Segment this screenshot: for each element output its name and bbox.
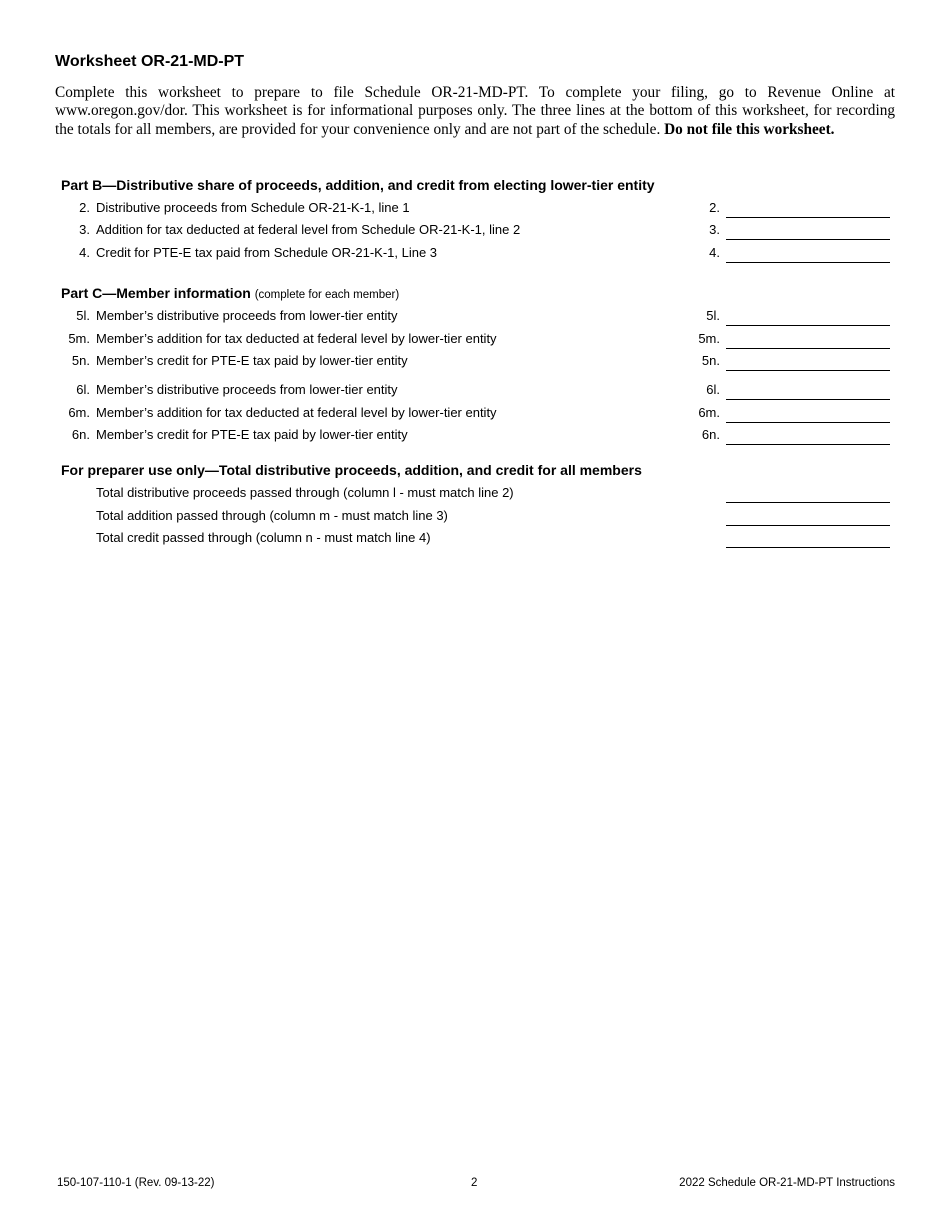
part-c-subtitle: (complete for each member) (254, 289, 400, 301)
form-line-6n (0, 427, 950, 447)
entry-field-line-6m[interactable] (726, 422, 890, 423)
line-reference: 6l. (706, 382, 720, 397)
form-line-5m (0, 331, 950, 351)
entry-field-total-addition[interactable] (726, 525, 890, 526)
entry-field-line-2[interactable] (726, 217, 890, 218)
line-reference: 6m. (698, 405, 720, 420)
line-description: Total distributive proceeds passed through (column l - must match line 2) (96, 485, 514, 500)
part-b-heading: Part B—Distributive share of proceeds, addition, and credit from electing lower-tier entity (61, 177, 655, 193)
entry-field-line-6l[interactable] (726, 399, 890, 400)
entry-field-line-6n[interactable] (726, 444, 890, 445)
line-description: Member’s addition for tax deducted at federal level by lower-tier entity (96, 405, 497, 420)
intro-paragraph (55, 84, 895, 139)
total-credit-row (0, 530, 950, 550)
line-description: Member’s distributive proceeds from lower-tier entity (96, 308, 398, 323)
line-description: Member’s distributive proceeds from lower-tier entity (96, 382, 398, 397)
form-line-6m (0, 405, 950, 425)
entry-field-line-5m[interactable] (726, 348, 890, 349)
line-reference: 2. (709, 200, 720, 215)
footer-form-id: 150-107-110-1 (Rev. 09-13-22) (57, 1177, 215, 1189)
line-reference: 5l. (706, 308, 720, 323)
footer-doc-title: 2022 Schedule OR-21-MD-PT Instructions (679, 1177, 895, 1189)
line-number: 2. (79, 200, 90, 215)
entry-field-total-proceeds[interactable] (726, 502, 890, 503)
entry-field-line-3[interactable] (726, 239, 890, 240)
form-line-4 (0, 245, 950, 265)
line-reference: 4. (709, 245, 720, 260)
form-line-5n (0, 353, 950, 373)
total-proceeds-row (0, 485, 950, 505)
intro-text: Complete this worksheet to prepare to file Schedule OR-21-MD-PT. To complete your filing, go to Revenue Online at www.oregon.gov/dor. This worksheet is for informational purposes only. The three lines at the bottom of this worksheet, for recording the totals for all members, are provided for your convenience only and are not part of the schedule. (55, 84, 895, 138)
part-c-title: Part C—Member information (61, 285, 251, 301)
line-description: Member’s credit for PTE-E tax paid by lower-tier entity (96, 353, 408, 368)
line-number: 5n. (71, 353, 90, 368)
entry-field-line-5l[interactable] (726, 325, 890, 326)
intro-warning: Do not file this worksheet. (664, 120, 835, 138)
line-description: Member’s credit for PTE-E tax paid by lower-tier entity (96, 427, 408, 442)
line-number: 6m. (68, 405, 90, 420)
line-number: 6n. (71, 427, 90, 442)
total-addition-row (0, 508, 950, 528)
line-description: Total credit passed through (column n - must match line 4) (96, 530, 431, 545)
line-description: Addition for tax deducted at federal level from Schedule OR-21-K-1, line 2 (96, 222, 521, 237)
line-description: Credit for PTE-E tax paid from Schedule OR-21-K-1, Line 3 (96, 245, 438, 260)
page-title: Worksheet OR-21-MD-PT (55, 53, 245, 70)
form-line-6l (0, 382, 950, 402)
line-description: Member’s addition for tax deducted at federal level by lower-tier entity (96, 331, 497, 346)
entry-field-line-5n[interactable] (726, 370, 890, 371)
part-c-heading (61, 285, 399, 301)
line-number: 5m. (68, 331, 90, 346)
line-reference: 3. (709, 222, 720, 237)
line-number: 3. (79, 222, 90, 237)
form-line-5l (0, 308, 950, 328)
line-reference: 6n. (701, 427, 720, 442)
form-line-2 (0, 200, 950, 220)
line-reference: 5n. (701, 353, 720, 368)
line-description: Distributive proceeds from Schedule OR-21-K-1, line 1 (96, 200, 410, 215)
line-description: Total addition passed through (column m - must match line 3) (96, 508, 448, 523)
entry-field-line-4[interactable] (726, 262, 890, 263)
line-number: 5l. (76, 308, 90, 323)
entry-field-total-credit[interactable] (726, 547, 890, 548)
form-line-3 (0, 222, 950, 242)
line-reference: 5m. (698, 331, 720, 346)
line-number: 6l. (76, 382, 90, 397)
line-number: 4. (79, 245, 90, 260)
preparer-heading: For preparer use only—Total distributive proceeds, addition, and credit for all members (61, 462, 642, 478)
footer-page-number: 2 (471, 1177, 478, 1189)
